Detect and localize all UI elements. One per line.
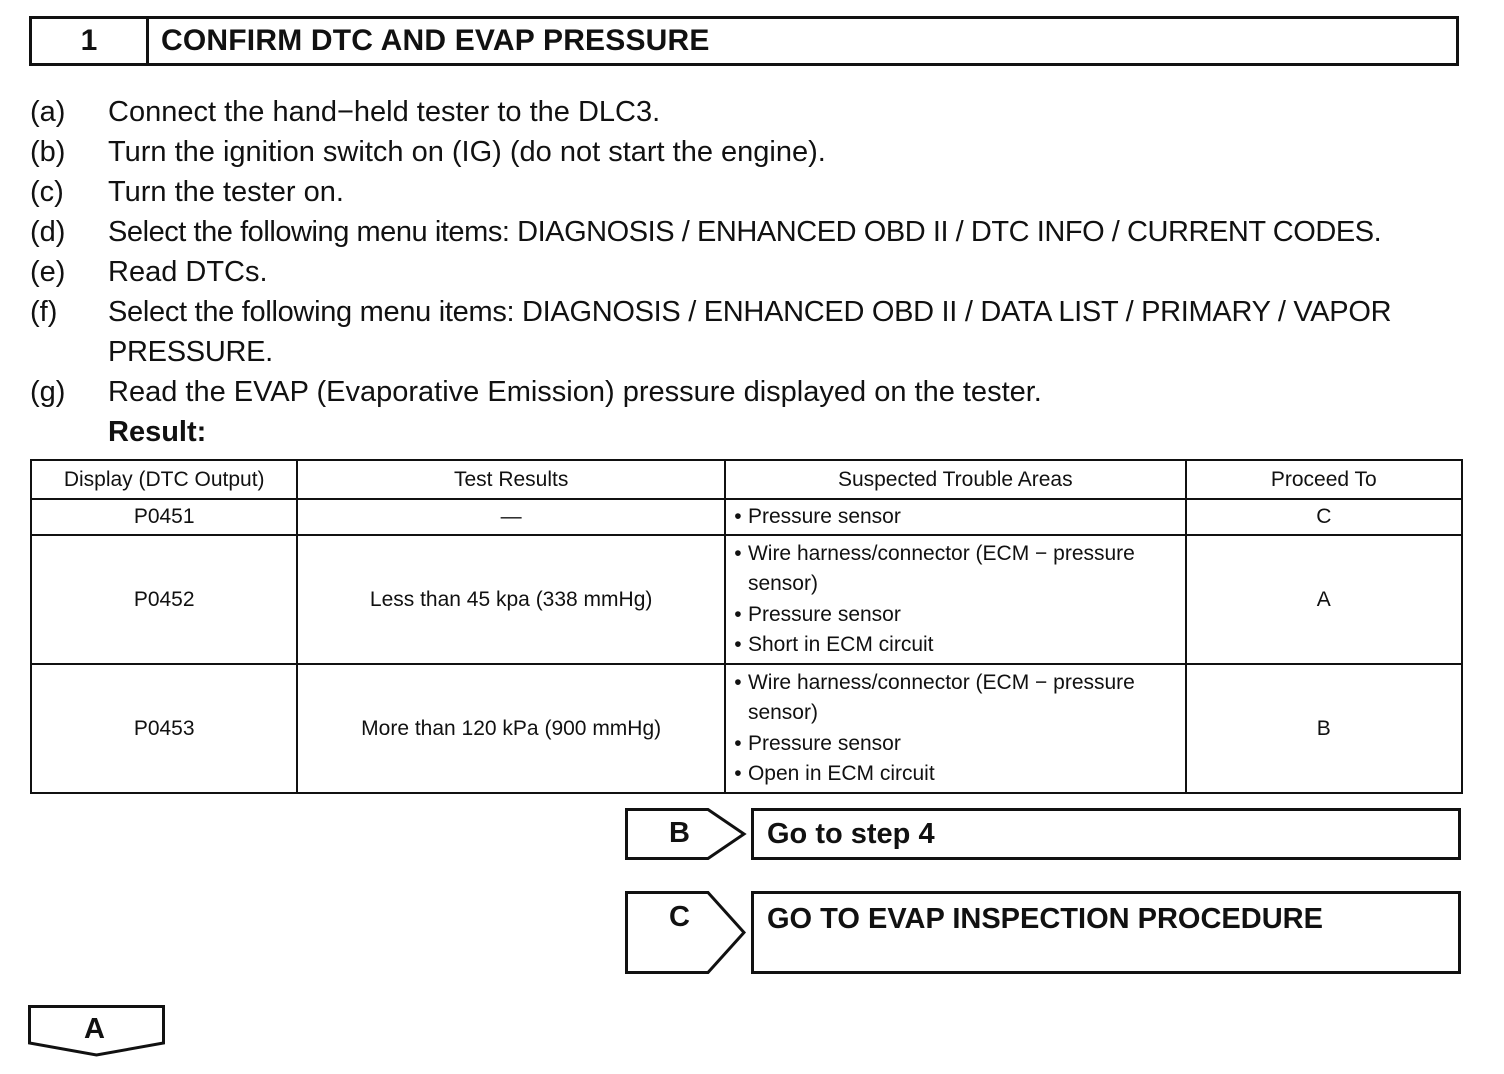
instruction-text: Turn the tester on. [108, 176, 344, 208]
area-text: Pressure sensor [747, 602, 901, 626]
branch-tag-a [28, 1005, 165, 1057]
instruction-item [30, 172, 1470, 212]
bullet-icon: • [734, 504, 742, 528]
instruction-text: Turn the ignition switch on (IG) (do not start the engine). [108, 136, 826, 168]
branch-letter: C [669, 901, 690, 933]
instruction-letter: (b) [30, 136, 66, 168]
instruction-list [30, 92, 1470, 452]
table-row [31, 499, 1462, 535]
proceed-cell: B [1186, 664, 1462, 793]
area-text: Short in ECM circuit [747, 633, 934, 656]
instruction-text: Connect the hand−held tester to the DLC3. [108, 96, 661, 128]
bullet-icon: • [734, 602, 742, 626]
instruction-item [30, 92, 1470, 132]
branch-letter: A [84, 1013, 105, 1045]
area-text: Pressure sensor [747, 731, 901, 755]
suspected-areas-cell [725, 535, 1186, 664]
step-number: 1 [32, 19, 149, 63]
area-text: Open in ECM circuit [747, 762, 935, 785]
bullet-icon: • [734, 731, 742, 755]
instruction-letter: (c) [30, 176, 64, 208]
instruction-letter: (f) [30, 296, 58, 328]
area-item [728, 539, 1179, 600]
area-item [728, 759, 1179, 790]
area-item [728, 502, 1179, 533]
branch-action-c: GO TO EVAP INSPECTION PROCEDURE [751, 891, 1461, 974]
instruction-letter: (e) [30, 256, 66, 288]
branch-action-b: Go to step 4 [751, 808, 1461, 860]
test-result-cell: — [297, 499, 725, 535]
instruction-item [30, 212, 1470, 252]
area-item [728, 600, 1179, 631]
area-text: Wire harness/connector (ECM − pressure sensor) [747, 541, 1135, 595]
area-item [728, 668, 1179, 729]
test-result-cell: More than 120 kPa (900 mmHg) [297, 664, 725, 793]
area-text: Pressure sensor [747, 504, 901, 528]
instruction-text: Read the EVAP (Evaporative Emission) pressure displayed on the tester. [108, 376, 1042, 408]
instruction-item [30, 252, 1470, 292]
suspected-areas-cell [725, 664, 1186, 793]
column-header-display: Display (DTC Output) [31, 460, 297, 499]
table-row [31, 535, 1462, 664]
dtc-code-cell: P0451 [31, 499, 297, 535]
instruction-letter: (d) [30, 216, 66, 248]
dtc-code-cell: P0452 [31, 535, 297, 664]
branch-tag-c [625, 891, 747, 974]
proceed-cell: C [1186, 499, 1462, 535]
result-table [30, 459, 1463, 794]
proceed-cell: A [1186, 535, 1462, 664]
area-item [728, 630, 1179, 661]
instruction-text: Select the following menu items: DIAGNOSIS / ENHANCED OBD II / DATA LIST / PRIMARY / VAPOR PRESSURE. [108, 296, 1392, 368]
bullet-icon: • [734, 670, 742, 694]
branch-tag-b [625, 808, 747, 860]
instruction-item [30, 292, 1470, 372]
table-row [31, 664, 1462, 793]
bullet-icon: • [734, 541, 742, 565]
instruction-item [30, 372, 1470, 412]
suspected-areas-cell [725, 499, 1186, 535]
bullet-icon: • [734, 633, 742, 656]
branch-letter: B [669, 817, 690, 849]
column-header-test-results: Test Results [297, 460, 725, 499]
instruction-letter: (g) [30, 376, 66, 408]
step-header [29, 16, 1459, 66]
step-title: CONFIRM DTC AND EVAP PRESSURE [161, 24, 710, 57]
test-result-cell: Less than 45 kpa (338 mmHg) [297, 535, 725, 664]
table-header-row [31, 460, 1462, 499]
column-header-proceed-to: Proceed To [1186, 460, 1462, 499]
instruction-item [30, 132, 1470, 172]
column-header-suspected-areas: Suspected Trouble Areas [725, 460, 1186, 499]
instruction-letter: (a) [30, 96, 66, 128]
area-text: Wire harness/connector (ECM − pressure sensor) [747, 670, 1135, 724]
instruction-text: Read DTCs. [108, 256, 268, 288]
bullet-icon: • [734, 762, 742, 785]
dtc-code-cell: P0453 [31, 664, 297, 793]
instruction-text: Select the following menu items: DIAGNOSIS / ENHANCED OBD II / DTC INFO / CURRENT CODES. [108, 216, 1382, 248]
area-item [728, 729, 1179, 760]
result-label: Result: [108, 416, 207, 448]
